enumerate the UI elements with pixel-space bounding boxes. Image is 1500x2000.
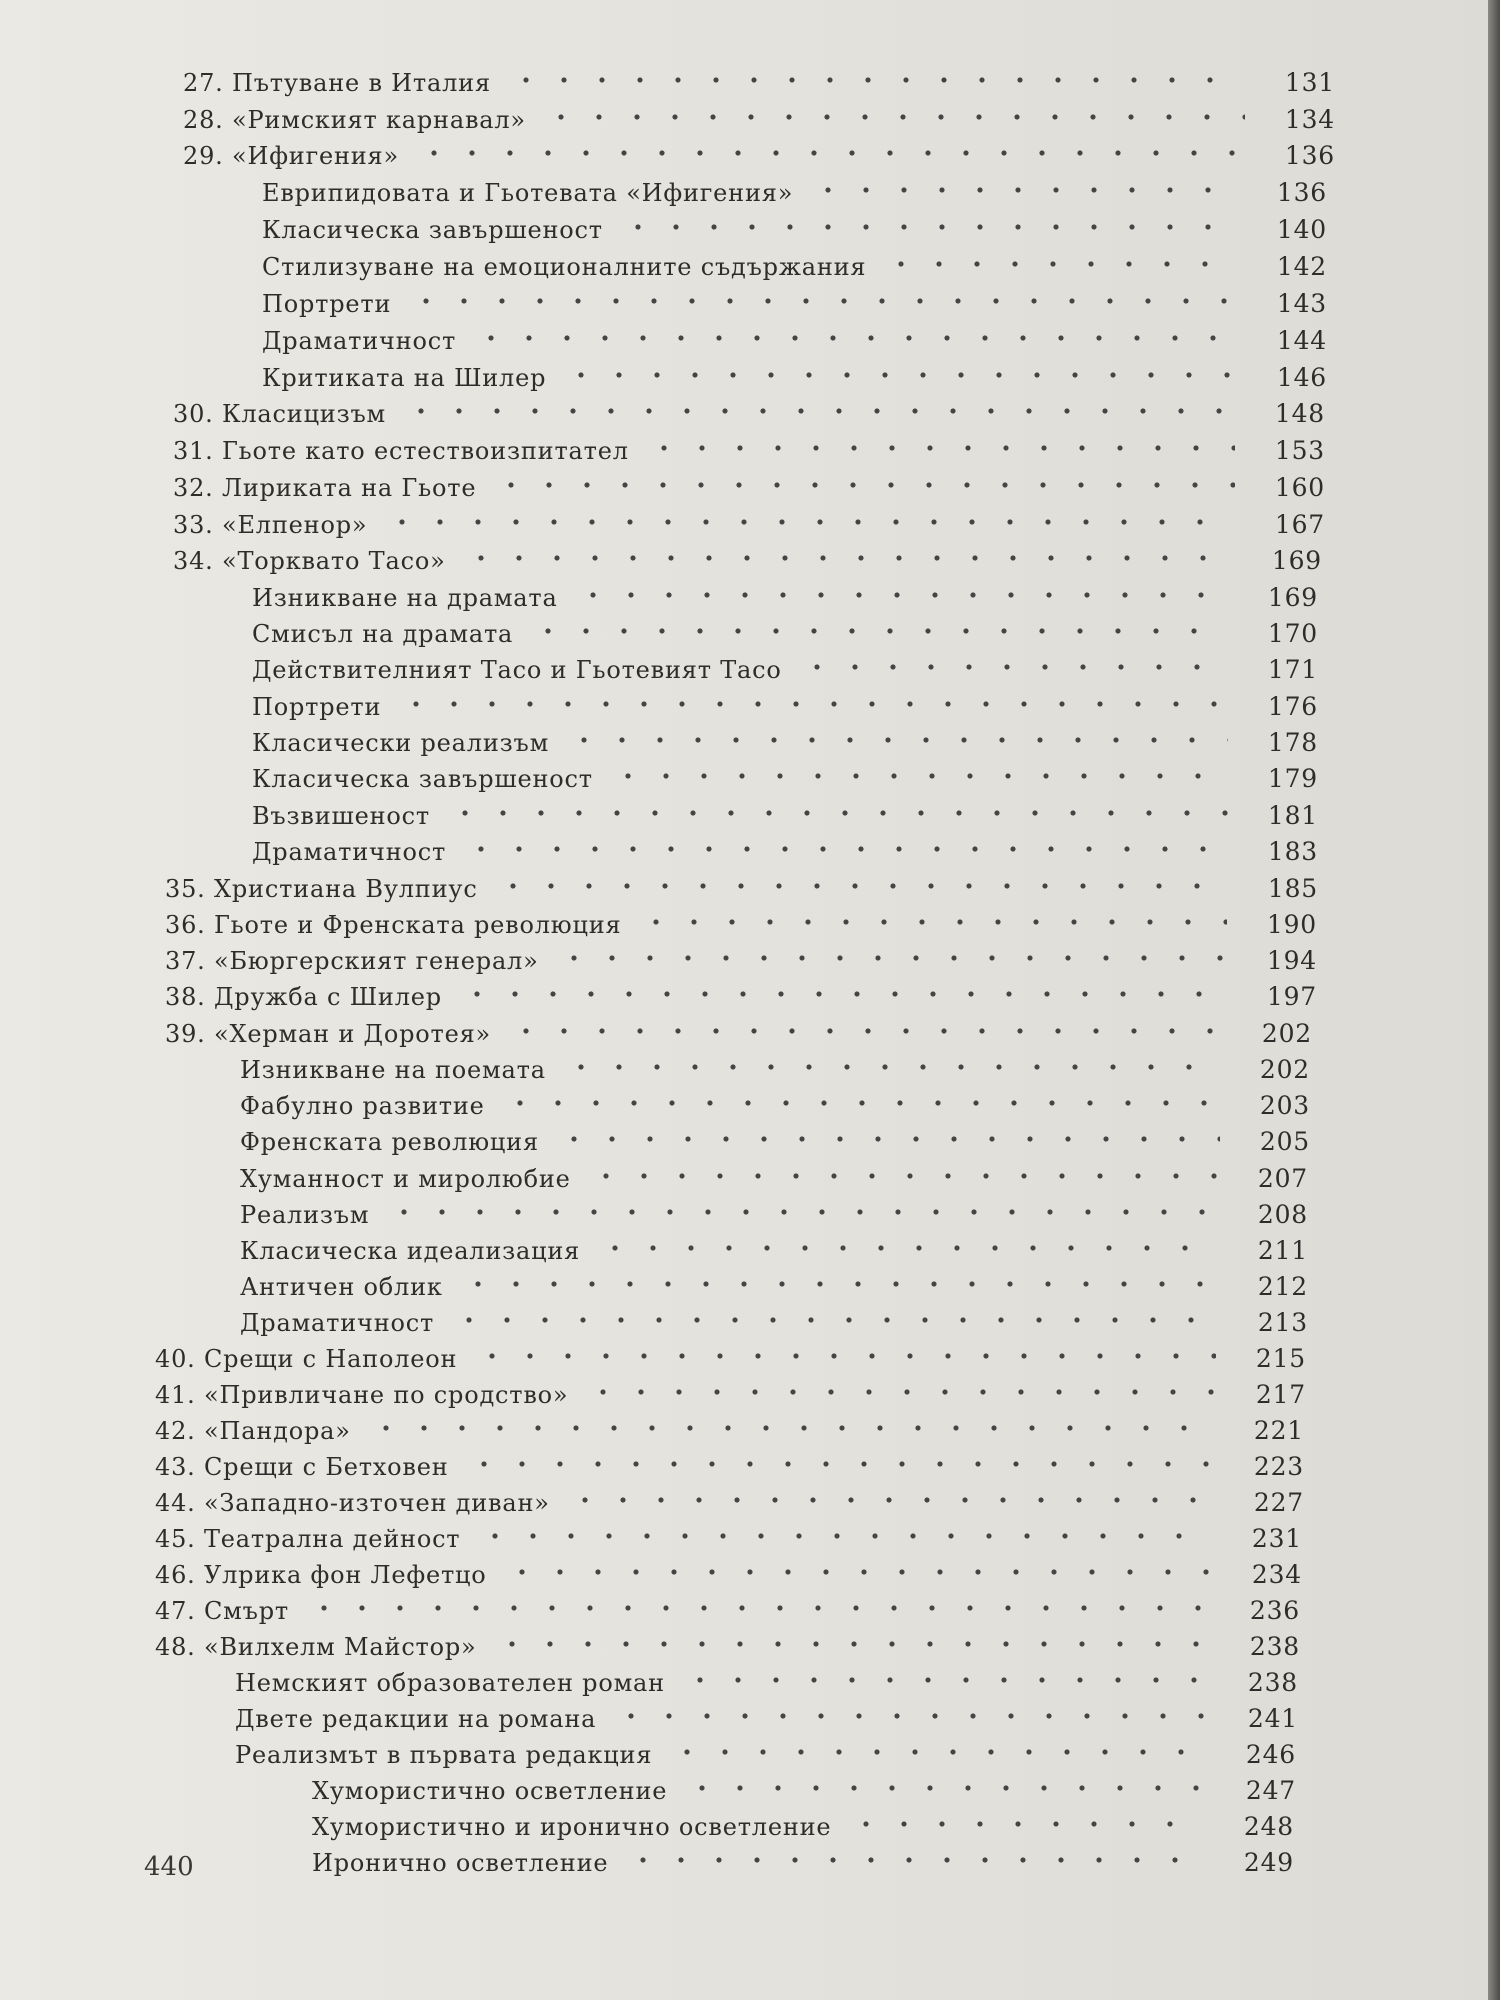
toc-page-number: 144 [1276,326,1327,355]
toc-page-number: 223 [1253,1452,1304,1481]
dot-leader [609,766,1228,786]
toc-entry [165,908,1317,942]
dot-leader [385,1202,1218,1222]
dot-leader [458,984,1227,1004]
dot-leader [493,1634,1210,1654]
toc-page-number: 211 [1257,1236,1308,1265]
dot-leader [459,1274,1218,1294]
toc-page-number: 143 [1276,289,1327,318]
toc-entry-title: Иронично осветление [312,1849,609,1877]
dot-leader [407,291,1237,311]
toc-entry [252,653,1318,687]
toc-entry [240,1234,1308,1268]
toc-entry-title: 47. Смърт [155,1597,289,1625]
toc-entry [183,139,1335,173]
dot-leader [542,107,1245,127]
dot-leader [584,1382,1216,1402]
dot-leader [562,365,1237,385]
toc-entry-title: Фабулно развитие [240,1092,485,1120]
toc-entry-title: 40. Срещи с Наполеон [155,1345,458,1373]
toc-page-number: 246 [1245,1740,1296,1769]
toc-page-number: 217 [1255,1380,1306,1409]
toc-entry [155,1486,1304,1520]
toc-entry [262,176,1327,210]
toc-entry [235,1666,1298,1700]
toc-page-number: 231 [1251,1524,1302,1553]
toc-entry-title: 38. Дружба с Шилер [165,983,442,1011]
toc-entry [165,980,1317,1014]
dot-leader [473,1346,1216,1366]
toc-entry [312,1774,1296,1808]
toc-entry-title: 34. «Торквато Тасо» [173,547,446,575]
toc-entry-title: 32. Лириката на Гьоте [173,474,477,502]
toc-entry [173,471,1325,505]
toc-page-number: 215 [1255,1344,1306,1373]
toc-entry [252,762,1318,796]
toc-entry-title: 44. «Западно-източен диван» [155,1489,550,1517]
page-folio-number: 440 [144,1852,194,1882]
toc-page-number: 194 [1266,946,1317,975]
toc-entry-title: Хуманност и миролюбие [240,1165,571,1193]
toc-page-number: 248 [1243,1812,1294,1841]
toc-page-number: 190 [1266,910,1317,939]
toc-entry [155,1558,1302,1592]
dot-leader [383,512,1235,532]
toc-entry [252,690,1318,724]
toc-page-number: 236 [1249,1596,1300,1625]
toc-entry [173,397,1325,431]
toc-page-number: 136 [1284,141,1335,170]
toc-entry-title: Немският образователен роман [235,1669,665,1697]
toc-entry-title: Двете редакции на романа [235,1705,597,1733]
toc-page-number: 179 [1267,764,1318,793]
dot-leader [681,1670,1208,1690]
dot-leader [476,1526,1212,1546]
toc-page-number: 212 [1257,1272,1308,1301]
toc-entry-title: Изникване на поемата [240,1056,546,1084]
toc-page-number: 213 [1257,1308,1308,1337]
toc-entry-title: Стилизуване на емоционалните съдържания [262,253,867,281]
toc-entry [312,1846,1294,1880]
toc-entry-title: 33. «Елпенор» [173,511,368,539]
toc-page-number: 238 [1249,1632,1300,1661]
dot-leader [637,912,1227,932]
toc-page-number: 185 [1267,874,1318,903]
toc-entry [252,799,1318,833]
dot-leader [566,1490,1214,1510]
dot-leader [683,1778,1206,1798]
toc-entry-title: 43. Срещи с Бетховен [155,1453,449,1481]
toc-entry-title: Френската революция [240,1128,539,1156]
dot-leader [882,254,1237,274]
toc-entry-title: Хумористично осветление [312,1777,668,1805]
toc-entry-title: 41. «Привличане по сродство» [155,1381,569,1409]
toc-page-number: 208 [1257,1200,1308,1229]
toc-entry-title: Действителният Тасо и Гьотевият Тасо [252,656,782,684]
toc-entry-title: 27. Пътуване в Италия [183,69,491,97]
dot-leader [612,1706,1208,1726]
toc-page-number: 247 [1245,1776,1296,1805]
dot-leader [555,948,1227,968]
toc-entry-title: Драматичност [252,838,447,866]
toc-entry-title: 39. «Херман и Доротея» [165,1020,492,1048]
toc-page-number: 134 [1284,105,1335,134]
dot-leader [555,1129,1220,1149]
toc-page-number: 140 [1276,215,1327,244]
toc-entry-title: Портрети [262,290,392,318]
toc-entry [235,1702,1298,1736]
toc-entry [235,1738,1296,1772]
toc-entry [312,1810,1294,1844]
toc-entry [262,250,1327,284]
toc-page-number: 176 [1267,692,1318,721]
dot-leader [397,694,1228,714]
toc-entry-title: Класическа завършеност [252,765,593,793]
dot-leader [462,548,1232,568]
toc-entry [183,103,1335,137]
toc-page-number: 171 [1267,655,1318,684]
toc-entry-title: Портрети [252,693,382,721]
toc-page-number: 205 [1259,1127,1310,1156]
toc-entry-title: 29. «Ифигения» [183,142,399,170]
page-edge [1488,0,1500,2000]
toc-entry-title: Реализмът в първата редакция [235,1741,653,1769]
dot-leader [402,401,1235,421]
toc-entry-title: 28. «Римският карнавал» [183,106,526,134]
toc-entry-title: 35. Христиана Вулпиус [165,875,478,903]
toc-page-number: 183 [1267,837,1318,866]
toc-page-number: 169 [1271,546,1322,575]
toc-entry [183,66,1335,100]
toc-page-number: 207 [1257,1164,1308,1193]
toc-page-number: 146 [1276,363,1327,392]
dot-leader [565,730,1228,750]
toc-entry-title: 48. «Вилхелм Майстор» [155,1633,477,1661]
dot-leader [492,475,1235,495]
toc-entry [165,1017,1312,1051]
dot-leader [305,1598,1210,1618]
toc-entry [173,508,1325,542]
toc-entry-title: 31. Гьоте като естествоизпитател [173,437,629,465]
toc-page-number: 203 [1259,1091,1310,1120]
toc-page-number: 202 [1261,1019,1312,1048]
toc-entry [240,1306,1308,1340]
toc-page-number: 221 [1253,1416,1304,1445]
dot-leader [619,217,1237,237]
toc-page-number: 160 [1274,473,1325,502]
dot-leader [507,70,1245,90]
toc-page-number: 234 [1251,1560,1302,1589]
toc-page-number: 241 [1247,1704,1298,1733]
dot-leader [367,1418,1214,1438]
toc-page-number: 167 [1274,510,1325,539]
toc-entry [252,726,1318,760]
toc-page-number: 131 [1284,68,1335,97]
dot-leader [809,180,1237,200]
toc-entry [155,1450,1304,1484]
toc-entry-title: Реализъм [240,1201,370,1229]
toc-page-number: 249 [1243,1848,1294,1877]
dot-leader [450,1310,1218,1330]
dot-leader [501,1093,1220,1113]
toc-entry [173,434,1325,468]
toc-entry-title: Възвишеност [252,802,430,830]
toc-entry [155,1378,1306,1412]
toc-page-number: 148 [1274,399,1325,428]
toc-entry [262,324,1327,358]
toc-entry-title: 30. Класицизъм [173,400,387,428]
toc-entry [155,1342,1306,1376]
dot-leader [415,143,1245,163]
dot-leader [624,1850,1204,1870]
dot-leader [668,1742,1206,1762]
toc-entry-title: Изникване на драмата [252,584,558,612]
toc-entry [262,361,1327,395]
dot-leader [645,438,1235,458]
toc-page-number: 238 [1247,1668,1298,1697]
toc-entry [252,581,1318,615]
toc-entry [240,1089,1310,1123]
toc-entry-title: Смисъл на драмата [252,620,514,648]
toc-entry-title: Критиката на Шилер [262,364,547,392]
toc-entry [240,1270,1308,1304]
toc-entry [262,213,1327,247]
toc-page-number: 178 [1267,728,1318,757]
dot-leader [562,1057,1220,1077]
dot-leader [587,1166,1218,1186]
toc-entry [240,1162,1308,1196]
toc-page-number: 142 [1276,252,1327,281]
toc-entry-title: Класическа идеализация [240,1237,581,1265]
toc-entry [165,944,1317,978]
toc-page-number: 197 [1266,982,1317,1011]
dot-leader [529,621,1228,641]
toc-page-number: 153 [1274,436,1325,465]
toc-entry [262,287,1327,321]
toc-entry-title: Хумористично и иронично осветление [312,1813,832,1841]
dot-leader [798,657,1228,677]
toc-entry [155,1414,1304,1448]
toc-page-number: 202 [1259,1055,1310,1084]
toc-entry-title: 45. Театрална дейност [155,1525,461,1553]
dot-leader [507,1021,1222,1041]
toc-entry-title: Драматичност [240,1309,435,1337]
dot-leader [472,328,1237,348]
toc-entry [155,1594,1300,1628]
toc-entry [252,835,1318,869]
toc-entry [252,617,1318,651]
dot-leader [446,803,1228,823]
toc-entry-title: Драматичност [262,327,457,355]
dot-leader [596,1238,1218,1258]
dot-leader [494,876,1228,896]
toc-entry-title: Античен облик [240,1273,443,1301]
dot-leader [465,1454,1214,1474]
toc-entry-title: 42. «Пандора» [155,1417,351,1445]
toc-entry [240,1125,1310,1159]
toc-entry-title: 37. «Бюргерският генерал» [165,947,539,975]
dot-leader [847,1814,1204,1834]
toc-entry [155,1630,1300,1664]
toc-page-number: 227 [1253,1488,1304,1517]
toc-entry [240,1053,1310,1087]
toc-entry-title: Еврипидовата и Гьотевата «Ифигения» [262,179,794,207]
toc-page-number: 169 [1267,583,1318,612]
toc-entry [155,1522,1302,1556]
toc-entry-title: 36. Гьоте и Френската революция [165,911,622,939]
toc-entry-title: Класическа завършеност [262,216,603,244]
toc-page-number: 170 [1267,619,1318,648]
toc-entry-title: Класически реализъм [252,729,550,757]
toc-page-number: 181 [1267,801,1318,830]
dot-leader [503,1562,1212,1582]
toc-entry-title: 46. Улрика фон Лефетцо [155,1561,487,1589]
toc-entry [165,872,1318,906]
toc-entry [173,544,1322,578]
toc-entry [240,1198,1308,1232]
dot-leader [574,585,1228,605]
dot-leader [462,839,1228,859]
toc-page-number: 136 [1276,178,1327,207]
